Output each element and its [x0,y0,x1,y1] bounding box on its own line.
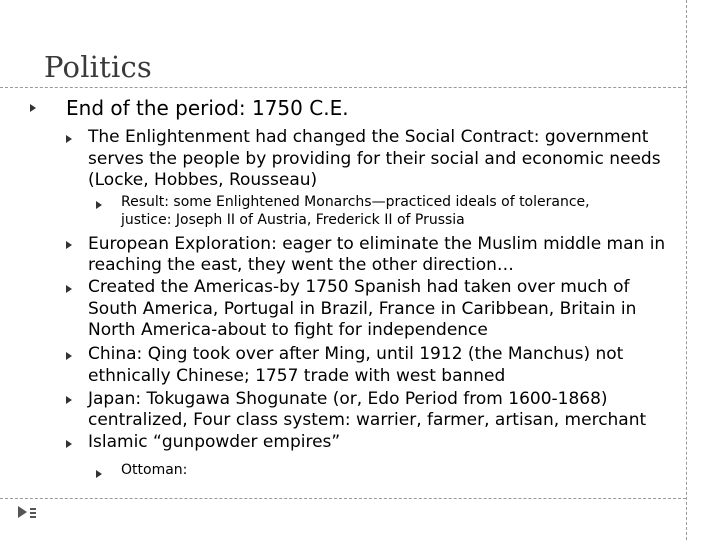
bullet-line: Islamic “gunpowder empires” [88,432,341,452]
bullet-line: reaching the east, they went the other direction… [88,255,514,275]
sub-bullet-line: Ottoman: [121,462,188,478]
play-icon[interactable] [18,506,27,518]
bottom-divider [0,498,686,499]
bullet-line: Japan: Tokugawa Shogunate (or, Edo Period from 1600-1868) [88,389,608,409]
top-divider [0,87,686,88]
bullet-icon [96,201,102,209]
bullet-line: China: Qing took over after Ming, until 1912 (the Manchus) not [88,344,624,364]
right-divider [686,0,687,540]
bullet-icon [66,135,72,143]
slide-title: Politics [44,50,152,84]
bullet-icon [66,241,72,249]
menu-lines-icon[interactable] [30,508,36,520]
level1-heading: End of the period: 1750 C.E. [66,96,349,120]
sub-bullet-line: Result: some Enlightened Monarchs—practiced ideals of tolerance, [121,194,590,210]
bullet-icon [66,440,72,448]
bullet-line: (Locke, Hobbes, Rousseau) [88,170,318,190]
bullet-line: North America-about to fight for independence [88,320,488,340]
bullet-line: South America, Portugal in Brazil, France in Caribbean, Britain in [88,299,637,319]
bullet-line: European Exploration: eager to eliminate the Muslim middle man in [88,234,666,254]
bullet-line: Created the Americas-by 1750 Spanish had taken over much of [88,277,630,297]
bullet-icon [96,470,102,478]
bullet-line: The Enlightenment had changed the Social Contract: government [88,127,649,147]
bullet-icon [66,352,72,360]
sub-bullet-line: justice: Joseph II of Austria, Frederick II of Prussia [121,212,465,228]
bullet-line: ethnically Chinese; 1757 trade with west banned [88,366,506,386]
bullet-line: centralized, Four class system: warrier, farmer, artisan, merchant [88,410,647,430]
bullet-icon [30,104,36,112]
bullet-line: serves the people by providing for their social and economic needs [88,149,661,169]
bullet-icon [66,285,72,293]
bullet-icon [66,396,72,404]
